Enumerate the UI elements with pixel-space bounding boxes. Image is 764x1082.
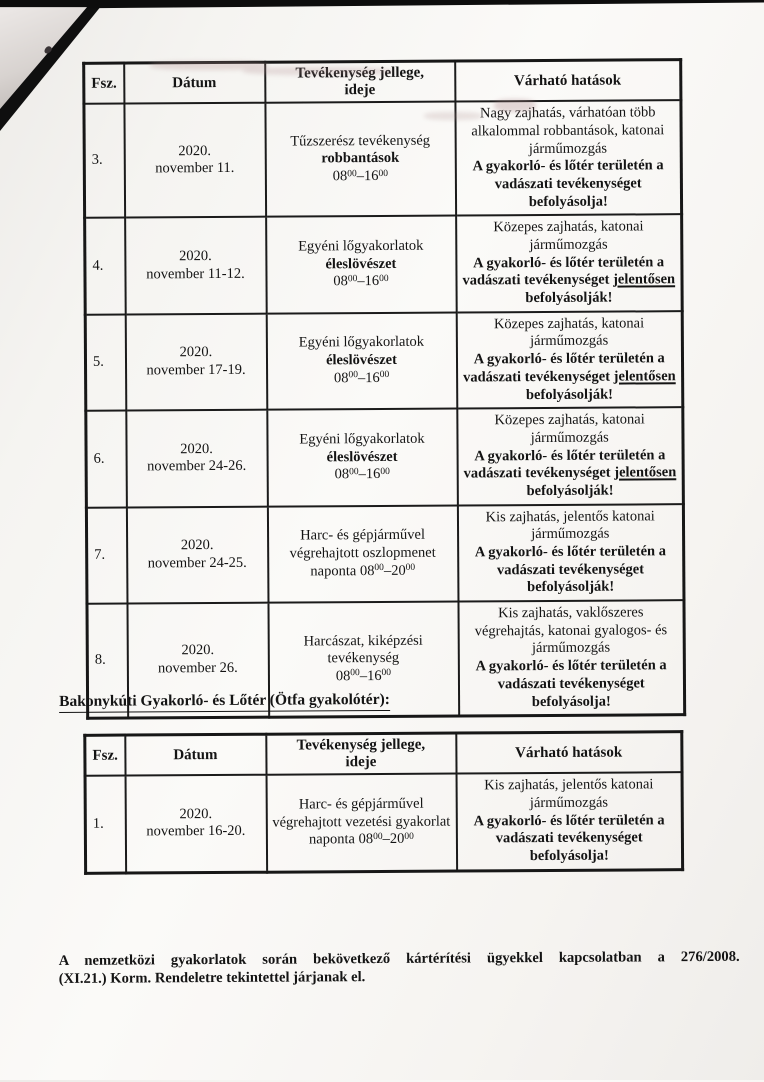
time-superscript: 00 bbox=[379, 273, 389, 284]
text-line bbox=[464, 543, 678, 597]
activity-schedule-table-bakonykuti bbox=[83, 730, 684, 874]
text-segment: Tűzszerész tevékenység bbox=[290, 132, 431, 150]
cell-date bbox=[125, 775, 267, 873]
cell-activity bbox=[267, 409, 458, 507]
text-segment: befolyásolják! bbox=[525, 289, 613, 307]
text-line bbox=[273, 448, 451, 467]
text-line bbox=[461, 104, 675, 158]
text-line bbox=[464, 657, 678, 711]
column-header-line: Dátum bbox=[172, 74, 217, 91]
text-line bbox=[272, 795, 450, 831]
text-line bbox=[271, 150, 449, 169]
text-segment: A gyakorló- és lőtér területén a vadászati tevékenységet befolyásolja! bbox=[473, 811, 665, 865]
text-segment: Egyéni lőgyakorlatok bbox=[298, 334, 425, 351]
text-line bbox=[463, 508, 677, 545]
text-line bbox=[271, 168, 449, 187]
header-row bbox=[85, 732, 682, 776]
text-segment: Közepes zajhatás, katonai járműmozgás bbox=[493, 218, 644, 254]
text-segment: befolyásolják! bbox=[525, 386, 614, 403]
column-header-line: ideje bbox=[345, 754, 377, 771]
text-line bbox=[272, 831, 450, 850]
text-line bbox=[462, 315, 676, 352]
text-segment: –16 bbox=[358, 466, 381, 483]
text-segment: A gyakorló- és lőtér területén a vadászati tevékenységet befolyásolja! bbox=[472, 157, 664, 210]
text-line bbox=[271, 132, 449, 151]
text-segment: Egyéni lőgyakorlatok bbox=[298, 237, 424, 255]
text-segment: Harcászat, kiképzési tevékenység bbox=[303, 632, 423, 667]
text-line bbox=[272, 352, 450, 371]
text-segment: Kis zajhatás, jelentős katonai járműmozgás bbox=[484, 776, 654, 811]
text-line bbox=[273, 466, 451, 485]
text-line bbox=[462, 812, 676, 866]
text-segment: 08 bbox=[333, 273, 348, 290]
text-line bbox=[274, 668, 452, 687]
cell-expected-effects bbox=[456, 214, 683, 312]
cell-date bbox=[125, 313, 267, 410]
text-segment: Harc- és gépjárművel végrehajtott vezetési gyakorlat bbox=[272, 795, 451, 831]
table-row bbox=[85, 311, 683, 411]
footer-paragraph bbox=[59, 949, 740, 989]
text-line bbox=[463, 411, 677, 448]
bleedthrough-artifact bbox=[424, 112, 482, 120]
date-line: november 24-26. bbox=[147, 458, 247, 475]
text-line bbox=[272, 273, 450, 292]
table-row bbox=[85, 214, 683, 314]
text-line bbox=[272, 334, 450, 353]
text-segment: Közepes zajhatás, katonai járműmozgás bbox=[494, 411, 645, 446]
time-superscript: 00 bbox=[349, 466, 359, 477]
text-segment: befolyásolják! bbox=[526, 482, 614, 500]
column-header-line: Tevékenység jellege, bbox=[295, 64, 425, 82]
column-header bbox=[85, 735, 125, 776]
text-segment: jelentősen bbox=[613, 368, 676, 385]
column-header-line: ideje bbox=[344, 82, 376, 99]
time-superscript: 00 bbox=[348, 370, 358, 381]
bleedthrough-artifact bbox=[243, 67, 393, 75]
table-row bbox=[86, 504, 684, 604]
text-segment: éleslövészet bbox=[326, 352, 397, 369]
time-superscript: 00 bbox=[404, 831, 414, 842]
time-superscript: 00 bbox=[350, 668, 360, 679]
date-line: 2020. bbox=[180, 537, 214, 554]
text-line bbox=[274, 527, 452, 563]
text-segment: Nagy zajhatás, várhatóan több alkalommal robbantások, katonai járműmozgás bbox=[471, 104, 665, 157]
section-heading-text: Bakonykúti Gyakorló- és Lőtér (Ötfa gyakolótér): bbox=[59, 691, 390, 713]
column-header-line: Várható hatások bbox=[513, 72, 622, 89]
text-line bbox=[462, 776, 676, 813]
column-header bbox=[125, 734, 266, 776]
column-header bbox=[266, 733, 456, 775]
text-segment: éleslövészet bbox=[325, 255, 397, 273]
date-line: 2020. bbox=[178, 142, 212, 159]
time-superscript: 00 bbox=[379, 370, 390, 381]
cell-activity bbox=[265, 102, 456, 217]
text-segment: Egyéni lőgyakorlatok bbox=[299, 430, 425, 448]
date-line: 2020. bbox=[180, 440, 213, 457]
time-superscript: 00 bbox=[347, 168, 357, 179]
text-line bbox=[274, 562, 452, 581]
column-header bbox=[84, 63, 124, 104]
text-line bbox=[274, 632, 452, 668]
table-row bbox=[84, 100, 682, 218]
cell-activity bbox=[266, 216, 457, 314]
text-segment: A gyakorló- és lőtér területén a vadászati tevékenységet befolyásolják! bbox=[474, 543, 666, 596]
date-line: 2020. bbox=[181, 642, 215, 659]
text-segment: 08 bbox=[334, 466, 350, 483]
cell-date bbox=[126, 410, 268, 507]
footer-line-1: A nemzetközi gyakorlatok során bekövetkező kártérítési ügyekkel kapcsolatban a 276/2008. bbox=[58, 948, 740, 969]
cell-activity bbox=[266, 312, 457, 410]
column-header-line: Fsz. bbox=[91, 75, 117, 92]
text-line bbox=[272, 255, 450, 274]
column-header-line: Várható hatások bbox=[515, 744, 623, 761]
cell-expected-effects bbox=[455, 100, 682, 216]
text-segment: Harc- és gépjárművel végrehajtott oszlopmenet bbox=[289, 527, 436, 562]
time-superscript: 00 bbox=[381, 668, 392, 679]
main-schedule-table-container bbox=[82, 58, 686, 720]
cell-serial-number: 4. bbox=[85, 218, 126, 315]
cell-expected-effects bbox=[458, 600, 685, 716]
cell-date bbox=[126, 506, 268, 603]
time-superscript: 00 bbox=[374, 563, 384, 574]
text-segment: –20 bbox=[383, 562, 406, 579]
cell-activity bbox=[266, 774, 457, 872]
date-line: 2020. bbox=[179, 805, 213, 822]
text-segment: Kis zajhatás, jelentős katonai járműmozgás bbox=[485, 507, 655, 543]
date-line: november 24-25. bbox=[147, 554, 247, 572]
cell-expected-effects bbox=[457, 504, 684, 602]
text-segment: –16 bbox=[356, 168, 379, 185]
column-header-line: Dátum bbox=[173, 746, 218, 763]
time-superscript: 00 bbox=[373, 831, 383, 842]
text-line bbox=[462, 254, 676, 308]
column-header-line: Fsz. bbox=[92, 747, 118, 764]
cell-serial-number: 6. bbox=[86, 411, 127, 508]
cell-serial-number: 5. bbox=[85, 314, 126, 411]
footer-line-2: (XI.21.) Korm. Rendeletre tekintettel járjanak el. bbox=[58, 968, 366, 987]
text-segment: –16 bbox=[357, 273, 380, 290]
section-heading bbox=[59, 691, 390, 713]
date-line: 2020. bbox=[179, 247, 212, 265]
text-segment: –16 bbox=[359, 667, 382, 685]
cell-serial-number: 3. bbox=[84, 104, 125, 218]
text-line bbox=[461, 157, 675, 211]
table-row bbox=[85, 772, 683, 873]
text-segment: A gyakorló- és lőtér területén a vadászati tevékenységet bbox=[463, 446, 666, 482]
text-segment: A gyakorló- és lőtér területén a vadászati tevékenységet bbox=[462, 253, 665, 289]
text-line bbox=[464, 604, 678, 658]
column-header-line: Tevékenység jellege, bbox=[296, 736, 426, 754]
text-segment: –16 bbox=[357, 369, 380, 386]
time-superscript: 00 bbox=[347, 274, 358, 285]
text-line bbox=[272, 238, 450, 257]
activity-schedule-table-main bbox=[82, 58, 686, 720]
text-segment: A gyakorló- és lőtér területén a vadászati tevékenységet befolyásolja! bbox=[475, 657, 667, 710]
text-line bbox=[273, 430, 451, 449]
bakonykuti-schedule-table-container bbox=[83, 730, 684, 874]
cell-activity bbox=[267, 505, 458, 603]
cell-expected-effects bbox=[457, 407, 684, 505]
text-segment: 08 bbox=[335, 668, 351, 685]
date-line: november 17-19. bbox=[146, 361, 246, 379]
text-segment: Közepes zajhatás, katonai járműmozgás bbox=[493, 315, 645, 350]
cell-expected-effects bbox=[456, 311, 683, 409]
text-segment: 08 bbox=[333, 370, 349, 387]
cell-date bbox=[125, 217, 267, 314]
text-segment: jelentősen bbox=[614, 464, 677, 481]
column-header bbox=[455, 60, 681, 102]
text-segment: naponta 08 bbox=[308, 831, 374, 848]
table-row bbox=[86, 407, 684, 507]
time-superscript: 00 bbox=[405, 562, 416, 574]
time-superscript: 00 bbox=[380, 466, 390, 477]
cell-serial-number: 8. bbox=[87, 604, 128, 719]
cell-serial-number: 1. bbox=[85, 776, 126, 873]
date-line: november 11. bbox=[155, 160, 235, 177]
text-line bbox=[463, 447, 677, 501]
text-segment: Kis zajhatás, vaklőszeres végrehajtás, katonai gyalogos- és járműmozgás bbox=[474, 604, 668, 657]
text-line bbox=[462, 219, 676, 256]
text-line bbox=[273, 369, 451, 388]
cell-expected-effects bbox=[456, 772, 683, 870]
bleedthrough-artifact bbox=[494, 99, 536, 112]
text-segment: –20 bbox=[382, 831, 405, 848]
date-line: november 11-12. bbox=[146, 265, 245, 282]
cell-date bbox=[124, 103, 266, 218]
text-line bbox=[462, 350, 676, 404]
column-header bbox=[456, 732, 682, 774]
text-segment: naponta 08 bbox=[310, 562, 375, 580]
text-segment: A gyakorló- és lőtér területén a vadászati tevékenységet bbox=[462, 350, 665, 386]
date-line: november 16-20. bbox=[146, 823, 246, 840]
date-line: november 26. bbox=[157, 659, 238, 677]
text-segment: éleslövészet bbox=[326, 448, 398, 465]
text-segment: 08 bbox=[332, 168, 348, 185]
text-segment: robbantások bbox=[321, 150, 400, 167]
date-line: 2020. bbox=[179, 344, 213, 361]
cell-serial-number: 7. bbox=[86, 507, 127, 604]
time-superscript: 00 bbox=[378, 168, 389, 179]
text-segment: jelentősen bbox=[613, 271, 676, 288]
